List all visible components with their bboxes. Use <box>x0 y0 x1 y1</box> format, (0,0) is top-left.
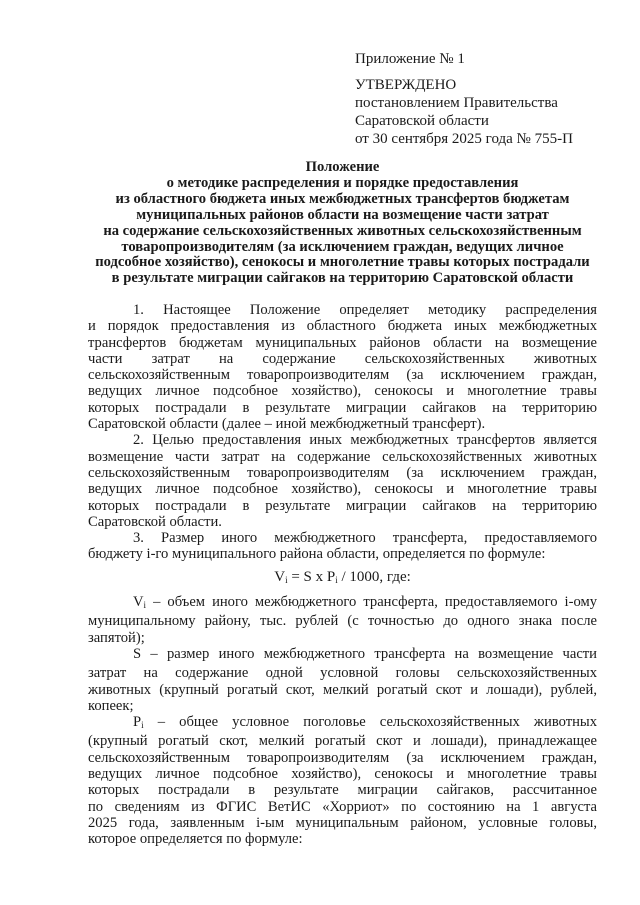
approval-block <box>355 50 573 148</box>
formula-mid: = S x P <box>287 568 336 585</box>
paragraph <box>88 432 597 530</box>
definition-line <box>88 682 597 698</box>
definition-line <box>88 831 597 847</box>
definition-text: которое определяется по формуле: <box>88 831 303 848</box>
paragraph-line: которых пострадали в результате миграции сайгаков на территорию <box>88 497 597 514</box>
paragraph-line: и порядок предоставления из областного бюджета иных межбюджетных <box>88 318 597 335</box>
document-body <box>88 302 597 848</box>
paragraph-line: сельскохозяйственным товаропроизводителям (за исключением граждан, <box>88 464 597 481</box>
definition <box>88 594 597 646</box>
definition-line <box>88 750 597 766</box>
definition-text: ведущих личное подсобное хозяйство), сенокосы и многолетние травы <box>88 766 597 783</box>
paragraph-line: 3. Размер иного межбюджетного трансферта, предоставляемого <box>133 530 597 547</box>
definition-subscript: i <box>141 720 144 731</box>
formula-sub: i <box>335 574 338 585</box>
definition-text: – размер иного межбюджетного трансферта на возмещение части <box>141 645 597 662</box>
definition-symbol: P <box>133 714 142 731</box>
definition-text: муниципальному району, тыс. рублей (с точностью до одного знака после <box>88 613 597 630</box>
paragraph-line: 2. Целью предоставления иных межбюджетных трансфертов является <box>133 432 597 449</box>
definition-text: (крупный рогатый скот, мелкий рогатый скот и лошади), принадлежащее <box>88 733 597 750</box>
definition-text: животных (крупный рогатый скот, мелкий рогатый скот и лошади), рублей, <box>88 681 597 698</box>
definition-text: запятой); <box>88 629 145 646</box>
definition-line <box>88 815 597 831</box>
title-heading: Положение <box>305 159 380 175</box>
definition-subscript: i <box>143 600 147 611</box>
title-line: муниципальных районов области на возмещение части затрат <box>136 206 549 223</box>
definition-line <box>88 714 597 733</box>
definition-line <box>88 733 597 749</box>
definition-text: – общее условное поголовье сельскохозяйственных животных <box>143 714 597 731</box>
paragraph-line: 1. Настоящее Положение определяет методику распределения <box>133 302 597 318</box>
paragraph <box>88 302 597 432</box>
title-line: в результате миграции сайгаков на территорию Саратовской области <box>111 270 574 287</box>
definition-text: – объем иного межбюджетного трансферта, предоставляемого i-ому <box>146 594 597 611</box>
paragraph-line: ведущих личное подсобное хозяйство), сенокосы и многолетние травы <box>88 383 597 400</box>
paragraph-line: которых пострадали в результате миграции сайгаков на территорию <box>88 399 597 416</box>
formula-tail: / 1000, где: <box>337 568 411 585</box>
definition <box>88 714 597 847</box>
paragraph-line: Саратовской области (далее – иной межбюджетный трансферт). <box>88 416 486 433</box>
title-line: из областного бюджета иных межбюджетных трансфертов бюджетам <box>115 190 570 207</box>
title-line: на содержание сельскохозяйственных животных сельскохозяйственным <box>103 222 582 239</box>
document-title <box>88 160 597 287</box>
paragraph-line: сельскохозяйственным товаропроизводителям (за исключением граждан, <box>88 367 597 384</box>
approved-label: УТВЕРЖДЕНО <box>355 77 457 93</box>
definition-text: 2025 года, заявленным i-ым муниципальным районом, условные головы, <box>88 814 597 831</box>
appendix-number: Приложение № 1 <box>355 51 465 67</box>
approval-line: постановлением Правительства <box>355 95 558 111</box>
definition-line <box>88 646 597 665</box>
definition-line <box>88 782 597 798</box>
definition-line <box>88 766 597 782</box>
paragraph-line: Саратовской области. <box>88 513 222 530</box>
definition-text: которых пострадали в результате миграции сайгаков, рассчитанное <box>88 782 597 799</box>
definition-line <box>88 613 597 629</box>
definition-line <box>88 799 597 815</box>
definition-line <box>88 594 597 613</box>
definition-line <box>88 698 597 714</box>
definition-text: сельскохозяйственным товаропроизводителям (за исключением граждан, <box>88 749 597 766</box>
formula <box>88 569 597 588</box>
title-line: подсобное хозяйство), сенокосы и многолетние травы которых пострадали <box>95 254 590 271</box>
approval-date: от 30 сентября 2025 года № 755-П <box>355 131 573 147</box>
formula-sub: i <box>285 574 288 585</box>
definition-line <box>88 630 597 646</box>
formula-v: V <box>274 568 286 585</box>
paragraph <box>88 530 597 563</box>
title-line: товаропроизводителям (за исключением граждан, ведущих личное <box>121 238 564 255</box>
paragraph-line: трансфертов бюджетам муниципальных районов области на возмещение <box>88 334 597 351</box>
title-line: о методике распределения и порядке предоставления <box>166 174 519 191</box>
definition <box>88 646 597 714</box>
paragraph-line: части затрат на содержание сельскохозяйственных животных <box>88 350 597 367</box>
definition-line <box>88 665 597 681</box>
definition-text: затрат на содержание одной условной головы сельскохозяйственных <box>88 665 597 682</box>
definition-symbol: S <box>133 645 142 662</box>
paragraph-line: ведущих личное подсобное хозяйство), сенокосы и многолетние травы <box>88 481 597 498</box>
definition-symbol: V <box>133 594 144 611</box>
approval-line: Саратовской области <box>355 113 489 129</box>
paragraph-line: бюджету i-го муниципального района области, определяется по формуле: <box>88 546 546 563</box>
definition-text: копеек; <box>88 697 134 714</box>
paragraph-line: возмещение части затрат на содержание сельскохозяйственных животных <box>88 448 597 465</box>
definition-text: по сведениям из ФГИС ВетИС «Хорриот» по состоянию на 1 августа <box>88 798 597 815</box>
